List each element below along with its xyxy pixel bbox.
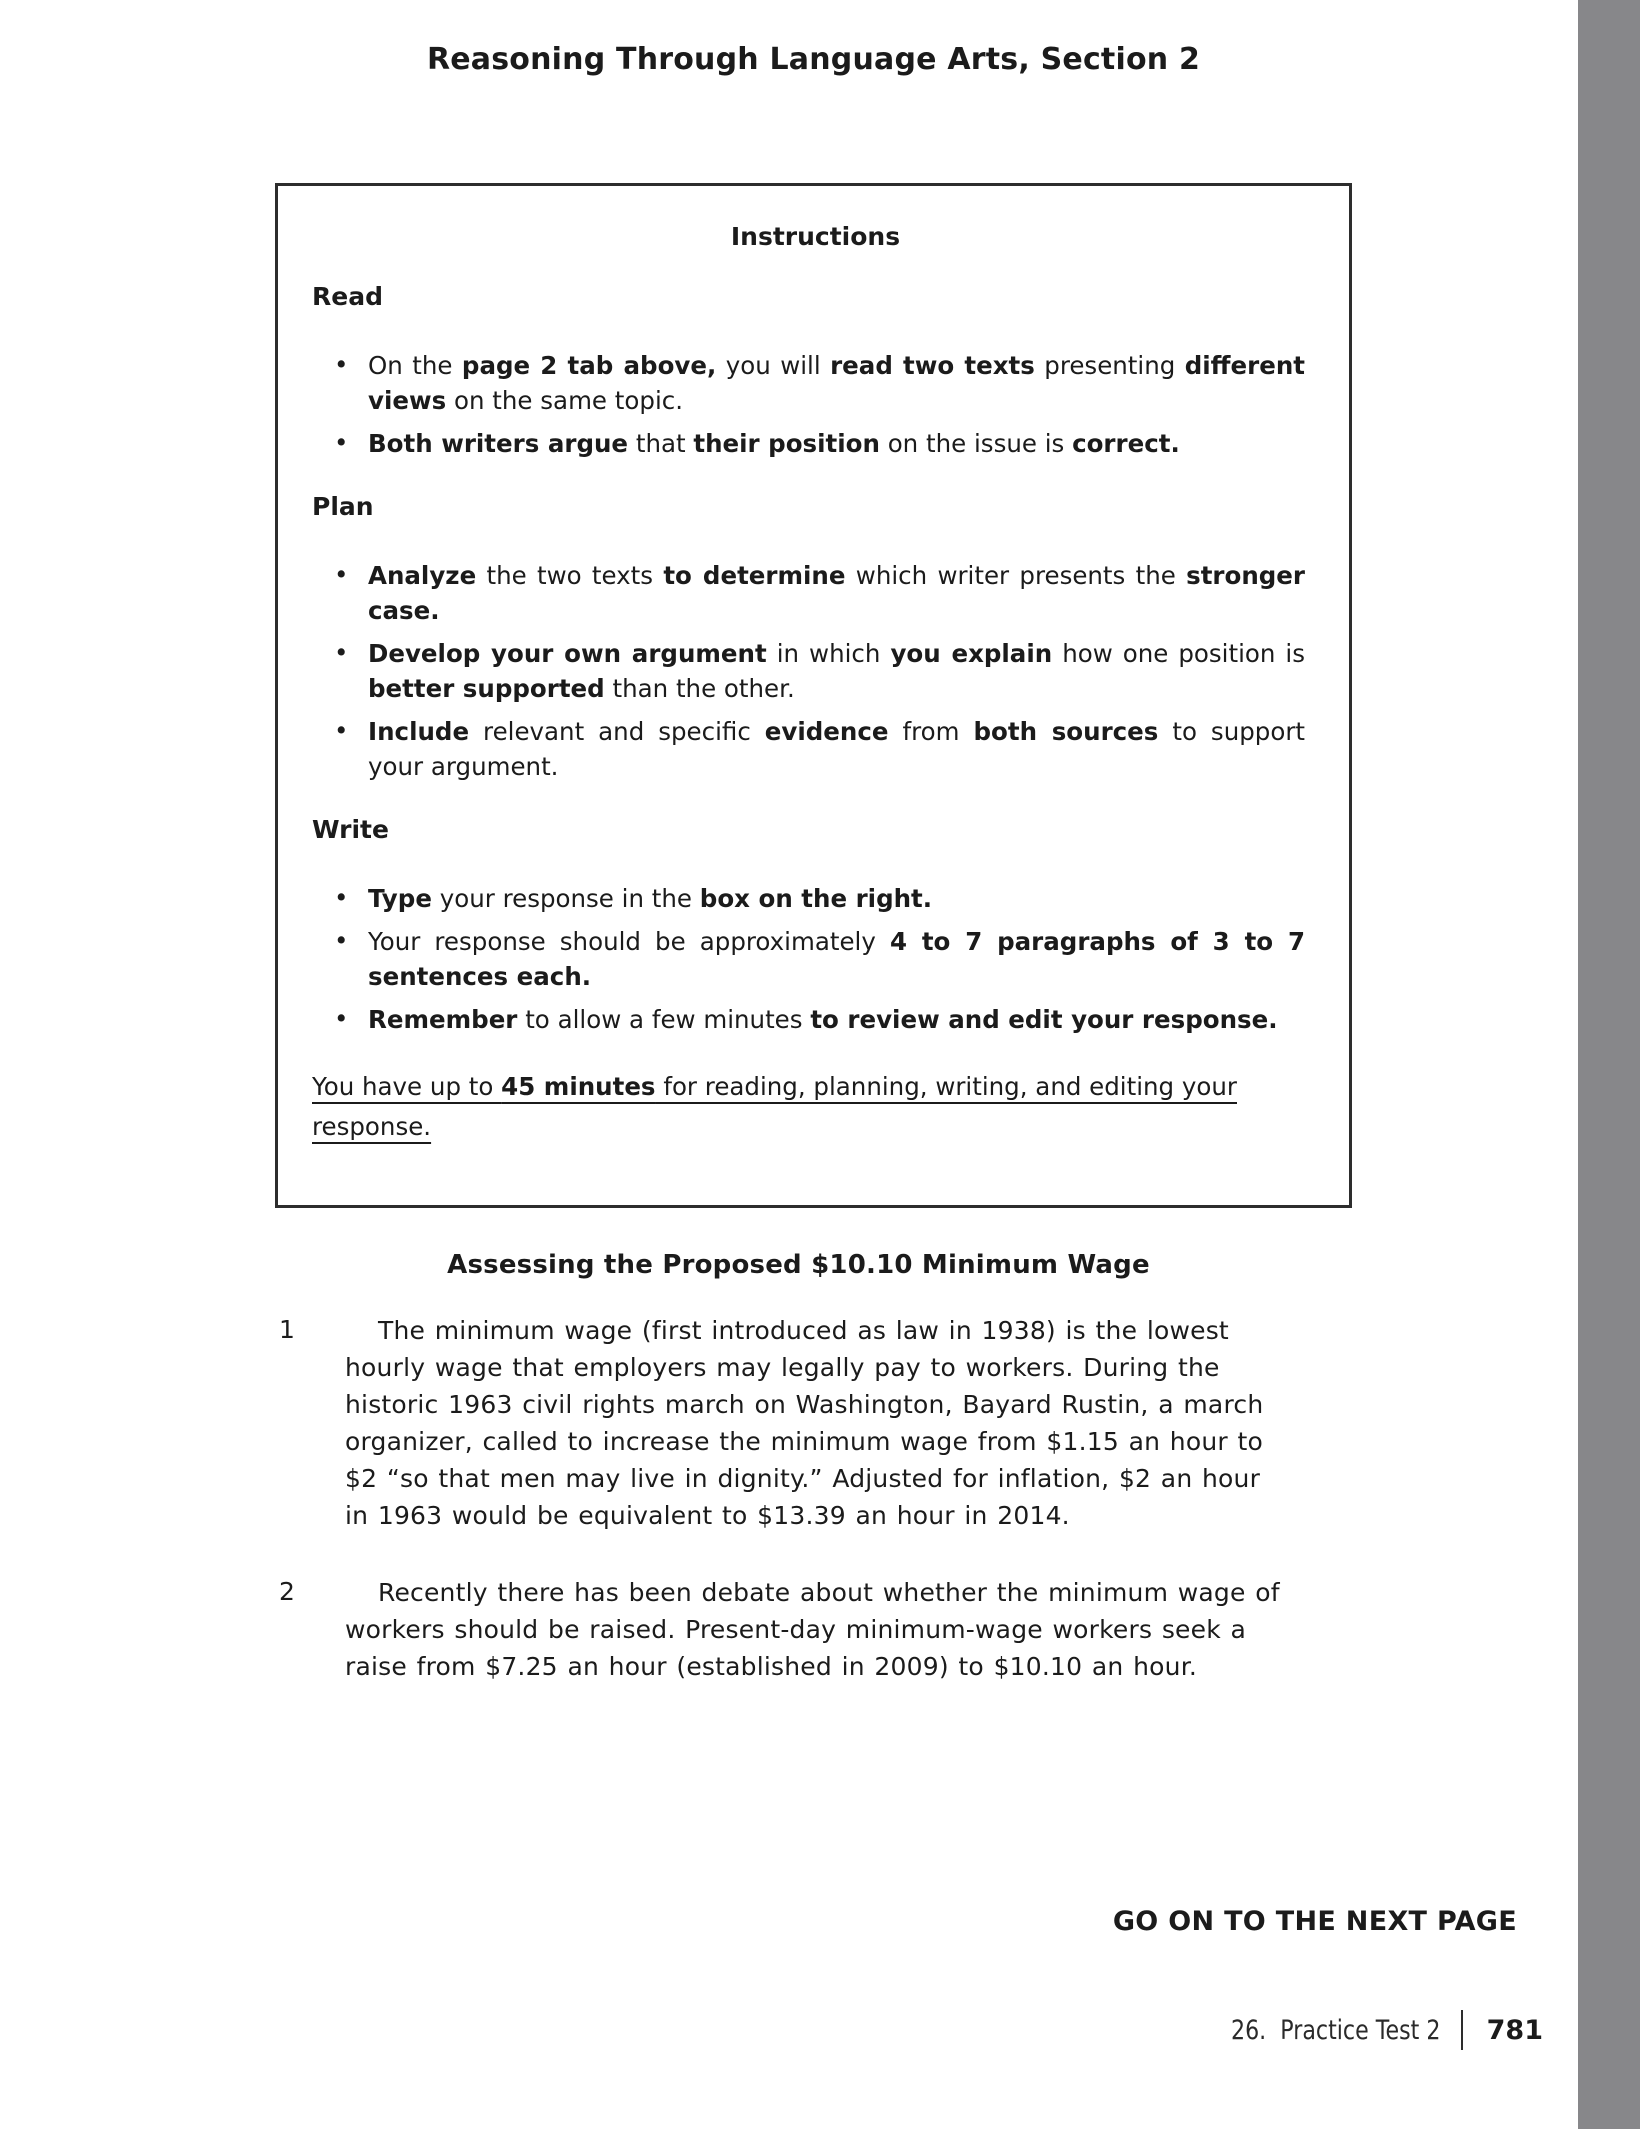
instruction-bullet: • Develop your own argument in which you explain how one position is better supported than the other.	[368, 636, 1305, 706]
bullet-list	[312, 348, 1319, 461]
passage-paragraph	[279, 1312, 1292, 1534]
time-limit-note: You have up to 45 minutes for reading, planning, writing, and editing your response.	[312, 1072, 1237, 1141]
paragraph-number: 2	[279, 1577, 295, 1606]
instructions-title: Instructions	[730, 222, 901, 251]
paragraph-number: 1	[279, 1315, 295, 1344]
instruction-bullet: • Your response should be approximately 4 to 7 paragraphs of 3 to 7 sentences each.	[368, 924, 1305, 994]
bullet-list	[312, 881, 1319, 1037]
instructions-section	[312, 814, 1319, 1037]
instruction-bullet: • Analyze the two texts to determine which writer presents the stronger case.	[368, 558, 1305, 628]
paragraph-text: Recently there has been debate about whether the minimum wage of workers should be raised. Present-day minimum-wage workers seek a raise from $7.25 an hour (established in 2009) to $10.10 an hour.	[345, 1578, 1280, 1681]
page-edge-bar	[1578, 0, 1640, 2129]
paragraph-text: The minimum wage (first introduced as law in 1938) is the lowest hourly wage that employers may legally pay to workers. During the historic 1963 civil rights march on Washington, Bayard Rustin, a march organizer, called to increase the minimum wage from $1.15 an hour to $2 “so that men may live in dignity.” Adjusted for inflation, $2 an hour in 1963 would be equivalent to $13.39 an hour in 2014.	[345, 1316, 1264, 1530]
instructions-box	[275, 183, 1352, 1208]
bullet-list	[312, 558, 1319, 784]
section-heading: Write	[312, 815, 389, 844]
book-label: 26. Practice Test 2	[1231, 2014, 1441, 2046]
page-footer	[1185, 2010, 1543, 2050]
instruction-bullet: • On the page 2 tab above, you will read two texts presenting different views on the same topic.	[368, 348, 1305, 418]
instruction-bullet: • Remember to allow a few minutes to review and edit your response.	[368, 1002, 1305, 1037]
instruction-bullet: • Both writers argue that their position on the issue is correct.	[368, 426, 1305, 461]
section-heading: Plan	[312, 492, 374, 521]
instruction-bullet: • Include relevant and specific evidence from both sources to support your argument.	[368, 714, 1305, 784]
go-on-instruction: GO ON TO THE NEXT PAGE	[1112, 1906, 1517, 1937]
page-number: 781	[1486, 2014, 1543, 2046]
instructions-sections	[312, 281, 1319, 1037]
instructions-section	[312, 491, 1319, 784]
section-heading: Read	[312, 282, 383, 311]
instructions-section	[312, 281, 1319, 461]
instruction-bullet: • Type your response in the box on the right.	[368, 881, 1305, 916]
passage-title: Assessing the Proposed $10.10 Minimum Wage	[447, 1250, 1150, 1280]
passage-paragraph	[279, 1574, 1292, 1685]
footer-divider	[1461, 2010, 1463, 2050]
page-title: Reasoning Through Language Arts, Section 2	[426, 42, 1201, 77]
passage-body	[279, 1312, 1292, 1725]
